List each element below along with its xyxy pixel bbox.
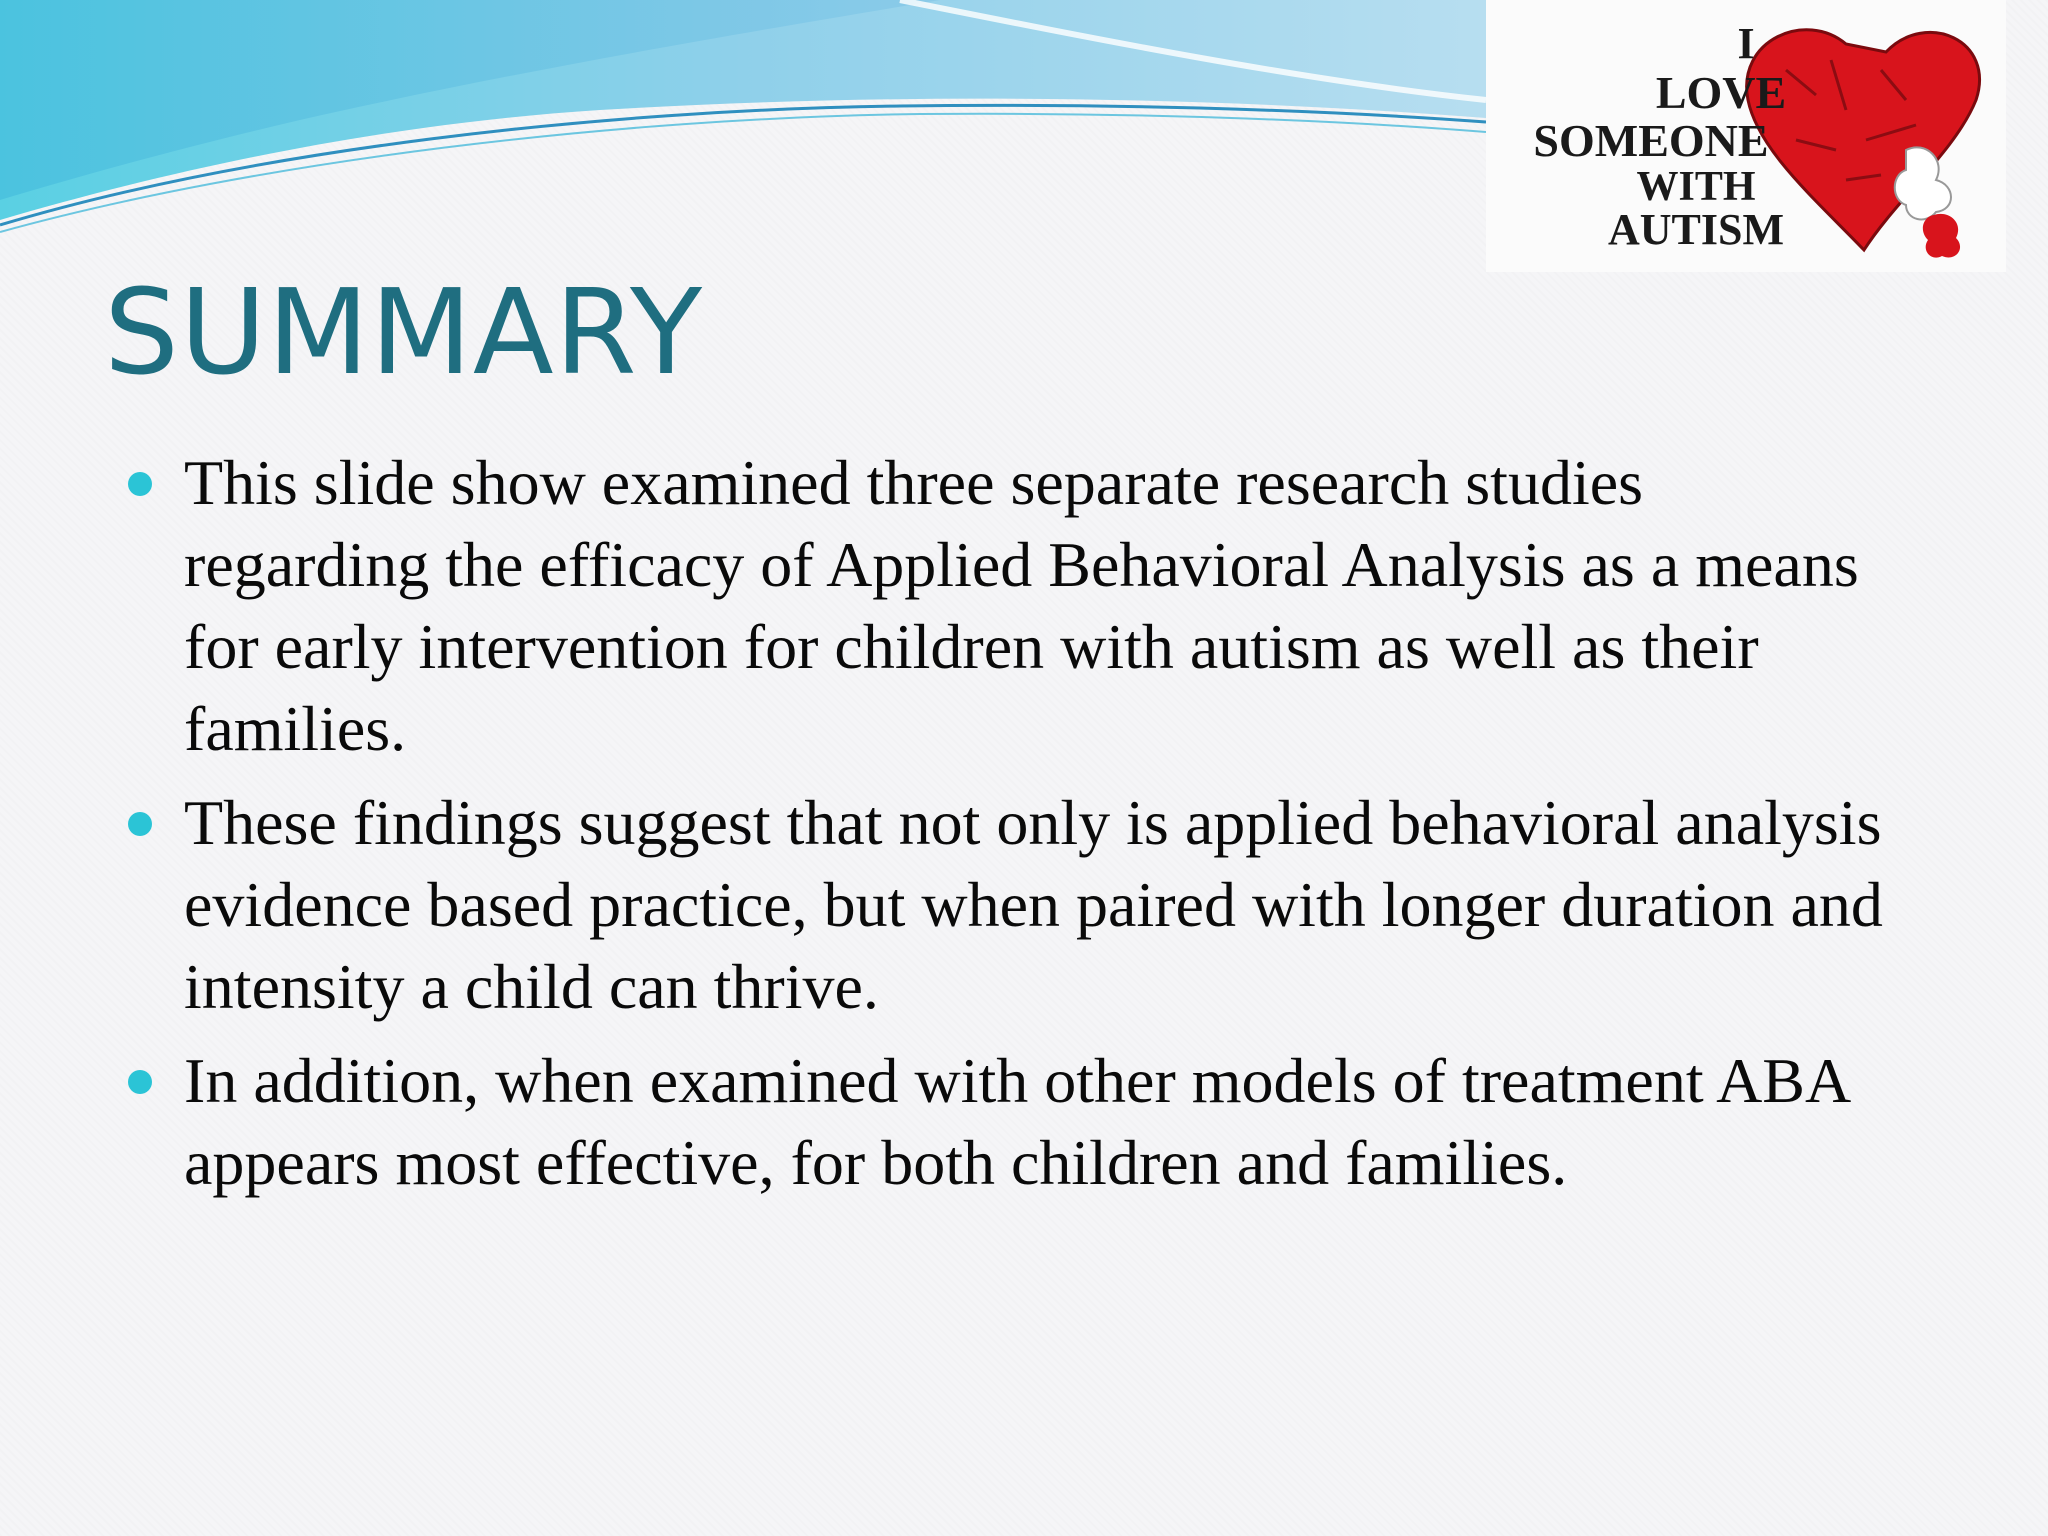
logo-line-i: I — [1737, 19, 1755, 68]
slide-title: SUMMARY — [104, 263, 704, 401]
logo-line-autism: AUTISM — [1607, 205, 1785, 254]
summary-bullet-list — [120, 442, 1900, 1216]
logo-line-with: WITH — [1636, 164, 1756, 210]
bullet-dot-icon — [128, 812, 152, 836]
bullet-text: These findings suggest that not only is applied behavioral analysis evidence based practice, but when paired with longer duration and intensity a child can thrive. — [184, 787, 1883, 1022]
bullet-text: In addition, when examined with other models of treatment ABA appears most effective, for both children and families. — [184, 1045, 1848, 1198]
autism-awareness-logo — [1486, 0, 2006, 272]
bullet-item — [120, 442, 1900, 770]
logo-line-someone: SOMEONE — [1533, 115, 1769, 166]
bullet-dot-icon — [128, 472, 152, 496]
logo-line-love: LOVE — [1655, 67, 1787, 118]
bullet-text: This slide show examined three separate research studies regarding the efficacy of Applied Behavioral Analysis as a means for early intervention for children with autism as well as their families. — [184, 447, 1859, 764]
bullet-item — [120, 1040, 1900, 1204]
bullet-item — [120, 782, 1900, 1028]
bullet-dot-icon — [128, 1070, 152, 1094]
